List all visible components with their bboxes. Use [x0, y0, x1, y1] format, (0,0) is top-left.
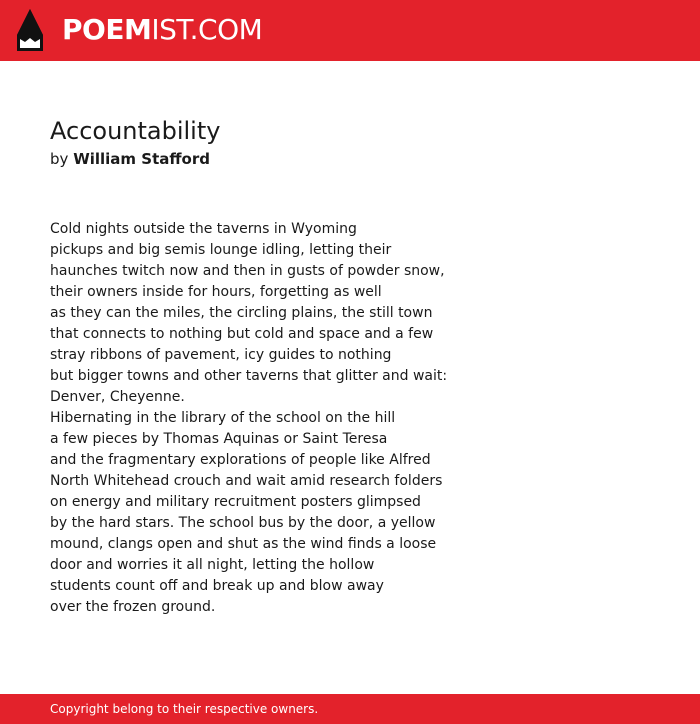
poem-line: as they can the miles, the circling plains, the still town — [50, 305, 433, 321]
poem-line: Denver, Cheyenne. — [50, 389, 185, 405]
site-logo[interactable] — [62, 10, 262, 50]
poem-line: and the fragmentary explorations of people like Alfred — [50, 452, 431, 468]
poem-line: door and worries it all night, letting the hollow — [50, 557, 375, 573]
brand-bold: POEM — [62, 13, 152, 46]
pencil-tip-icon[interactable] — [17, 9, 43, 51]
site-footer — [0, 694, 700, 724]
poem-byline — [50, 150, 210, 168]
poem-line: on energy and military recruitment posters glimpsed — [50, 494, 421, 510]
poem-line: students count off and break up and blow away — [50, 578, 384, 594]
poem-line: a few pieces by Thomas Aquinas or Saint Teresa — [50, 431, 388, 447]
site-header — [0, 0, 700, 61]
brand-light: IST.COM — [151, 13, 263, 46]
poem-line: that connects to nothing but cold and space and a few — [50, 326, 434, 342]
poem-line: pickups and big semis lounge idling, letting their — [50, 242, 392, 258]
poem-line: their owners inside for hours, forgetting as well — [50, 284, 382, 300]
poem-line: by the hard stars. The school bus by the door, a yellow — [50, 515, 436, 531]
author-name: William Stafford — [73, 150, 210, 168]
poem-line: North Whitehead crouch and wait amid research folders — [50, 473, 443, 489]
poem-line: but bigger towns and other taverns that glitter and wait: — [50, 368, 448, 384]
by-label: by — [50, 150, 69, 168]
poem-line: over the frozen ground. — [50, 599, 216, 615]
poem-title: Accountability — [50, 117, 221, 145]
poem-line: mound, clangs open and shut as the wind finds a loose — [50, 536, 437, 552]
poem-line: haunches twitch now and then in gusts of powder snow, — [50, 263, 445, 279]
poem-body — [50, 219, 650, 618]
poem-line: stray ribbons of pavement, icy guides to nothing — [50, 347, 392, 363]
copyright-notice: Copyright belong to their respective owners. — [50, 702, 319, 716]
poem-line: Cold nights outside the taverns in Wyoming — [50, 221, 357, 237]
poem-line: Hibernating in the library of the school on the hill — [50, 410, 396, 426]
